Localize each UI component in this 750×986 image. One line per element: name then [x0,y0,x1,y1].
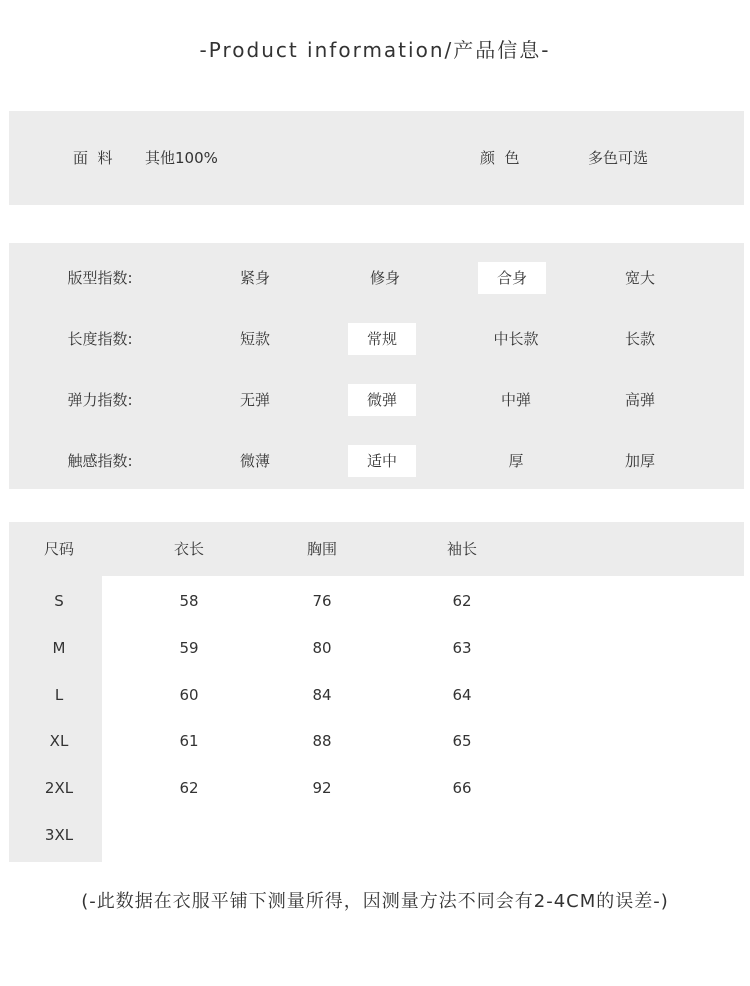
sleeve-cell: 63 [452,639,472,657]
table-row [0,718,750,765]
index-option: 厚 [508,452,524,470]
size-cell: 2XL [44,779,74,797]
table-row [0,672,750,719]
index-option: 宽大 [624,269,655,287]
index-option: 适中 [348,445,416,477]
chest-cell: 84 [312,686,332,704]
chest-cell: 88 [312,732,332,750]
size-table-header [9,522,744,576]
length-cell: 58 [179,592,199,610]
chest-cell: 92 [312,779,332,797]
index-option: 短款 [239,330,270,348]
index-label: 触感指数: [67,452,133,470]
fit-index-panel [9,243,744,489]
sleeve-cell [417,812,507,859]
index-option: 合身 [478,262,546,294]
table-row [0,765,750,812]
length-cell: 60 [179,686,199,704]
index-option: 无弹 [239,391,270,409]
chest-cell [277,812,367,859]
index-option: 中弹 [500,391,531,409]
index-row-elasticity [9,384,744,416]
table-row [0,625,750,672]
index-option: 微弹 [348,384,416,416]
index-row-touch [9,445,744,477]
header-chest: 胸围 [306,540,337,558]
size-cell: M [52,639,66,657]
length-cell: 59 [179,639,199,657]
material-value: 其他100% [145,149,218,167]
chest-cell: 76 [312,592,332,610]
index-option: 高弹 [624,391,655,409]
sleeve-cell: 66 [452,779,472,797]
table-row [0,578,750,625]
index-option: 修身 [369,269,400,287]
size-cell: S [54,592,64,610]
length-cell: 62 [179,779,199,797]
index-option: 中长款 [493,330,539,348]
header-size: 尺码 [43,540,74,558]
size-cell: L [54,686,64,704]
index-option: 长款 [624,330,655,348]
index-row-fit [9,262,744,294]
index-row-length [9,323,744,355]
sleeve-cell: 64 [452,686,472,704]
length-cell: 61 [179,732,199,750]
color-label: 颜 色 [480,149,520,167]
index-label: 弹力指数: [67,391,133,409]
fabric-panel [9,111,744,205]
length-cell [144,812,234,859]
index-label: 长度指数: [67,330,133,348]
index-option: 加厚 [624,452,655,470]
sleeve-cell: 65 [452,732,472,750]
size-cell: XL [49,732,69,750]
index-label: 版型指数: [67,269,133,287]
header-length: 衣长 [173,540,204,558]
table-row [0,812,750,859]
sleeve-cell: 62 [452,592,472,610]
header-sleeve: 袖长 [446,540,477,558]
index-option: 微薄 [239,452,270,470]
index-option: 紧身 [239,269,270,287]
measurement-note: (-此数据在衣服平铺下测量所得，因测量方法不同会有2-4CM的误差-) [81,891,669,912]
color-value: 多色可选 [588,149,649,167]
chest-cell: 80 [312,639,332,657]
size-cell: 3XL [44,826,74,844]
page-title: -Product information/产品信息- [199,38,551,62]
material-label: 面 料 [73,149,113,167]
index-option: 常规 [348,323,416,355]
